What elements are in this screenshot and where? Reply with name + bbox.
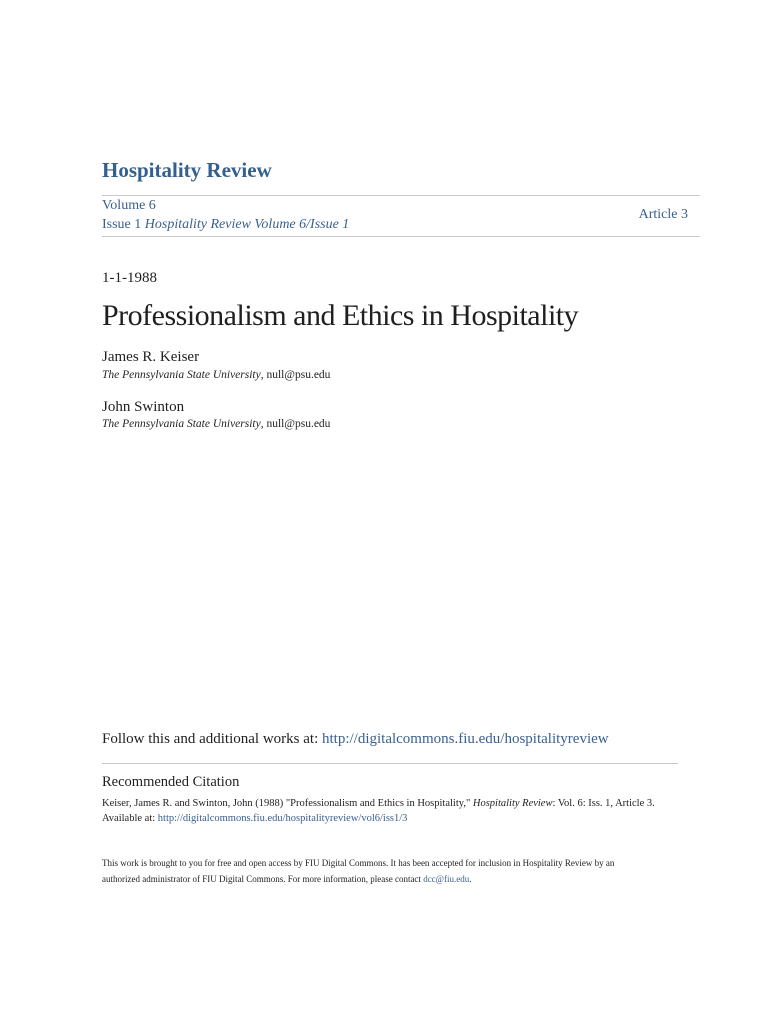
author-university: The Pennsylvania State University [102, 418, 261, 430]
author-name: John Swinton [102, 399, 185, 415]
issue-link[interactable]: Issue 1 [102, 217, 142, 232]
journal-title-link[interactable]: Hospitality Review [102, 158, 272, 182]
publication-date: 1-1-1988 [102, 270, 157, 286]
available-url-link[interactable]: http://digitalcommons.fiu.edu/hospitalityreview/vol6/iss1/3 [157, 813, 408, 824]
article-link[interactable]: Article 3 [638, 207, 688, 222]
author-university: The Pennsylvania State University [102, 369, 261, 381]
contact-email-link[interactable]: dcc@fiu.edu [423, 874, 470, 884]
follow-line [102, 731, 609, 748]
issue-title-link[interactable]: Hospitality Review Volume 6/Issue 1 [144, 217, 350, 232]
volume-link[interactable]: Volume 6 [102, 198, 156, 213]
citation-journal: Hospitality Review [472, 798, 553, 809]
issue-line [102, 217, 349, 233]
author-email: , null@psu.edu [260, 369, 331, 381]
author-email: , null@psu.edu [260, 418, 331, 430]
follow-label: Follow this and additional works at: [102, 731, 322, 747]
citation-volume: : Vol. 6: Iss. 1, Article 3. [552, 798, 655, 809]
citation-body: Keiser, James R. and Swinton, John (1988) "Professionalism and Ethics in Hospitality," [102, 798, 473, 809]
available-label: Available at: [102, 813, 158, 824]
header-bottom-divider [102, 236, 700, 237]
citation-divider [102, 763, 678, 764]
footer-end: . [469, 874, 472, 884]
footer-line-2: authorized administrator of FIU Digital Commons. For more information, please contact [102, 874, 424, 884]
author-name: James R. Keiser [102, 349, 200, 365]
header-top-divider [102, 195, 700, 196]
citation-heading: Recommended Citation [102, 774, 240, 790]
author-affiliation [102, 369, 330, 381]
paper-title: Professionalism and Ethics in Hospitality [102, 299, 579, 332]
author-affiliation [102, 418, 330, 430]
follow-url-link[interactable]: http://digitalcommons.fiu.edu/hospitalityreview [321, 731, 609, 747]
footer-notice [102, 855, 662, 887]
footer-line-1: This work is brought to you for free and open access by FIU Digital Commons. It has been accepted for inclusion in Hospitality Review by an [102, 858, 615, 868]
citation-text [102, 796, 702, 826]
